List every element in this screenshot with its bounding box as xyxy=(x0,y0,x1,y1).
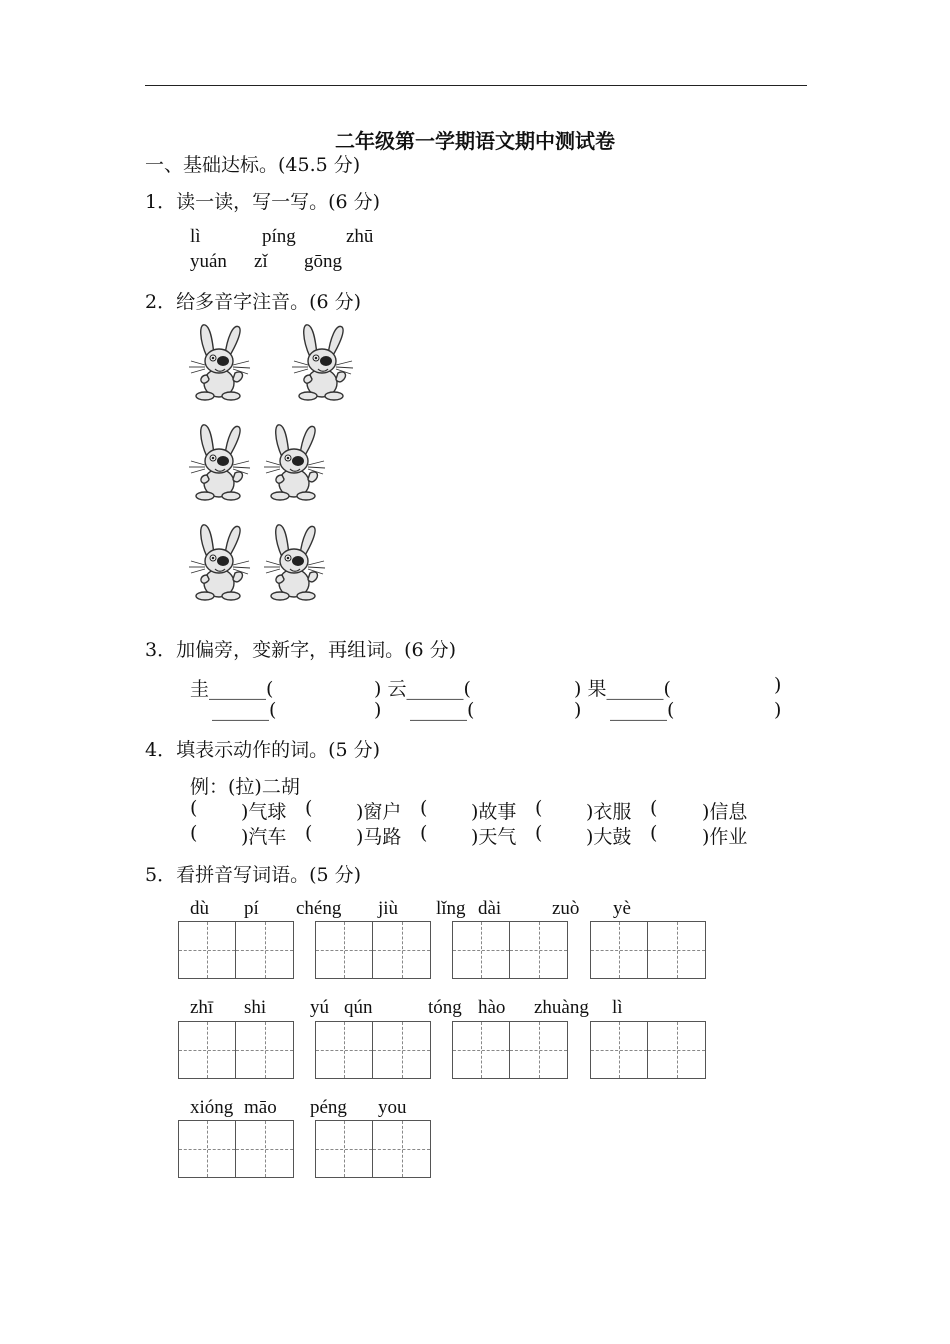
question-2-label: 2．给多音字注音。(6 分) xyxy=(145,291,362,313)
rabbit-picture xyxy=(187,321,251,401)
bracket: ( xyxy=(190,822,198,844)
bracket: ( xyxy=(420,797,428,819)
pinyin-item: gōng xyxy=(304,251,342,272)
pinyin-item: zhī xyxy=(190,997,214,1018)
question-4-label: 4．填表示动作的词。(5 分) xyxy=(145,739,381,761)
blank-item: ______( xyxy=(212,699,277,721)
pinyin-item: zǐ xyxy=(254,251,268,272)
verb-blank: )大鼓 xyxy=(586,826,632,848)
writing-grid[interactable] xyxy=(178,921,294,979)
rabbit-picture xyxy=(290,321,354,401)
blank-item: 圭______( xyxy=(190,678,274,700)
verb-blank: )窗户 xyxy=(356,801,402,823)
verb-blank: )马路 xyxy=(356,826,402,848)
verb-blank: )故事 xyxy=(471,801,517,823)
blank-item: ) 果______( xyxy=(574,678,671,700)
section-heading: 一、基础达标。(45.5 分) xyxy=(145,154,361,176)
writing-grid[interactable] xyxy=(315,1021,431,1079)
pinyin-item: chéng xyxy=(296,898,342,919)
pinyin-item: shi xyxy=(244,997,267,1018)
example-text: 例：(拉)二胡 xyxy=(190,776,300,798)
verb-blank: )汽车 xyxy=(241,826,287,848)
rabbit-picture xyxy=(262,521,326,601)
pinyin-item: lǐng xyxy=(436,898,466,919)
writing-grid[interactable] xyxy=(315,921,431,979)
verb-blank: )作业 xyxy=(702,826,748,848)
pinyin-item: pí xyxy=(244,898,259,919)
pinyin-item: dù xyxy=(190,898,209,919)
pinyin-item: yú xyxy=(310,997,329,1018)
rabbit-picture xyxy=(187,521,251,601)
writing-grid[interactable] xyxy=(178,1120,294,1178)
pinyin-item: you xyxy=(378,1097,407,1118)
rabbit-picture xyxy=(262,421,326,501)
bracket: ( xyxy=(535,797,543,819)
pinyin-item: dài xyxy=(478,898,502,919)
bracket: ( xyxy=(535,822,543,844)
verb-blank: )天气 xyxy=(471,826,517,848)
pinyin-item: jiù xyxy=(378,898,399,919)
writing-grid[interactable] xyxy=(452,921,568,979)
pinyin-item: zhū xyxy=(346,226,374,247)
pinyin-item: zuò xyxy=(552,898,580,919)
question-5-label: 5．看拼音写词语。(5 分) xyxy=(145,864,362,886)
blank-item: ______( xyxy=(610,699,675,721)
bracket: ( xyxy=(420,822,428,844)
bracket: ( xyxy=(650,797,658,819)
pinyin-item: yuán xyxy=(190,251,227,272)
question-3-label: 3．加偏旁，变新字，再组词。(6 分) xyxy=(145,639,457,661)
rabbit-picture xyxy=(187,421,251,501)
verb-blank: )衣服 xyxy=(586,801,632,823)
page-title: 二年级第一学期语文期中测试卷 xyxy=(335,129,615,153)
top-rule xyxy=(145,85,807,86)
pinyin-item: māo xyxy=(244,1097,277,1118)
writing-grid[interactable] xyxy=(452,1021,568,1079)
pinyin-item: tóng xyxy=(428,997,462,1018)
question-1-label: 1．读一读，写一写。(6 分) xyxy=(145,191,381,213)
pinyin-item: lì xyxy=(190,226,201,247)
writing-grid[interactable] xyxy=(178,1021,294,1079)
blank-item: ) xyxy=(774,699,782,721)
bracket: ( xyxy=(305,822,313,844)
blank-item: ) xyxy=(374,699,382,721)
pinyin-item: lì xyxy=(612,997,623,1018)
pinyin-item: píng xyxy=(262,226,296,247)
writing-grid[interactable] xyxy=(590,1021,706,1079)
pinyin-item: yè xyxy=(613,898,631,919)
blank-item: ) xyxy=(774,674,782,696)
pinyin-item: zhuàng xyxy=(534,997,589,1018)
blank-item: ) xyxy=(574,699,582,721)
pinyin-item: péng xyxy=(310,1097,347,1118)
pinyin-item: xióng xyxy=(190,1097,234,1118)
bracket: ( xyxy=(190,797,198,819)
pinyin-item: qún xyxy=(344,997,373,1018)
verb-blank: )气球 xyxy=(241,801,287,823)
blank-item: ) 云______( xyxy=(374,678,471,700)
bracket: ( xyxy=(305,797,313,819)
writing-grid[interactable] xyxy=(315,1120,431,1178)
bracket: ( xyxy=(650,822,658,844)
blank-item: ______( xyxy=(410,699,475,721)
verb-blank: )信息 xyxy=(702,801,748,823)
writing-grid[interactable] xyxy=(590,921,706,979)
pinyin-item: hào xyxy=(478,997,506,1018)
